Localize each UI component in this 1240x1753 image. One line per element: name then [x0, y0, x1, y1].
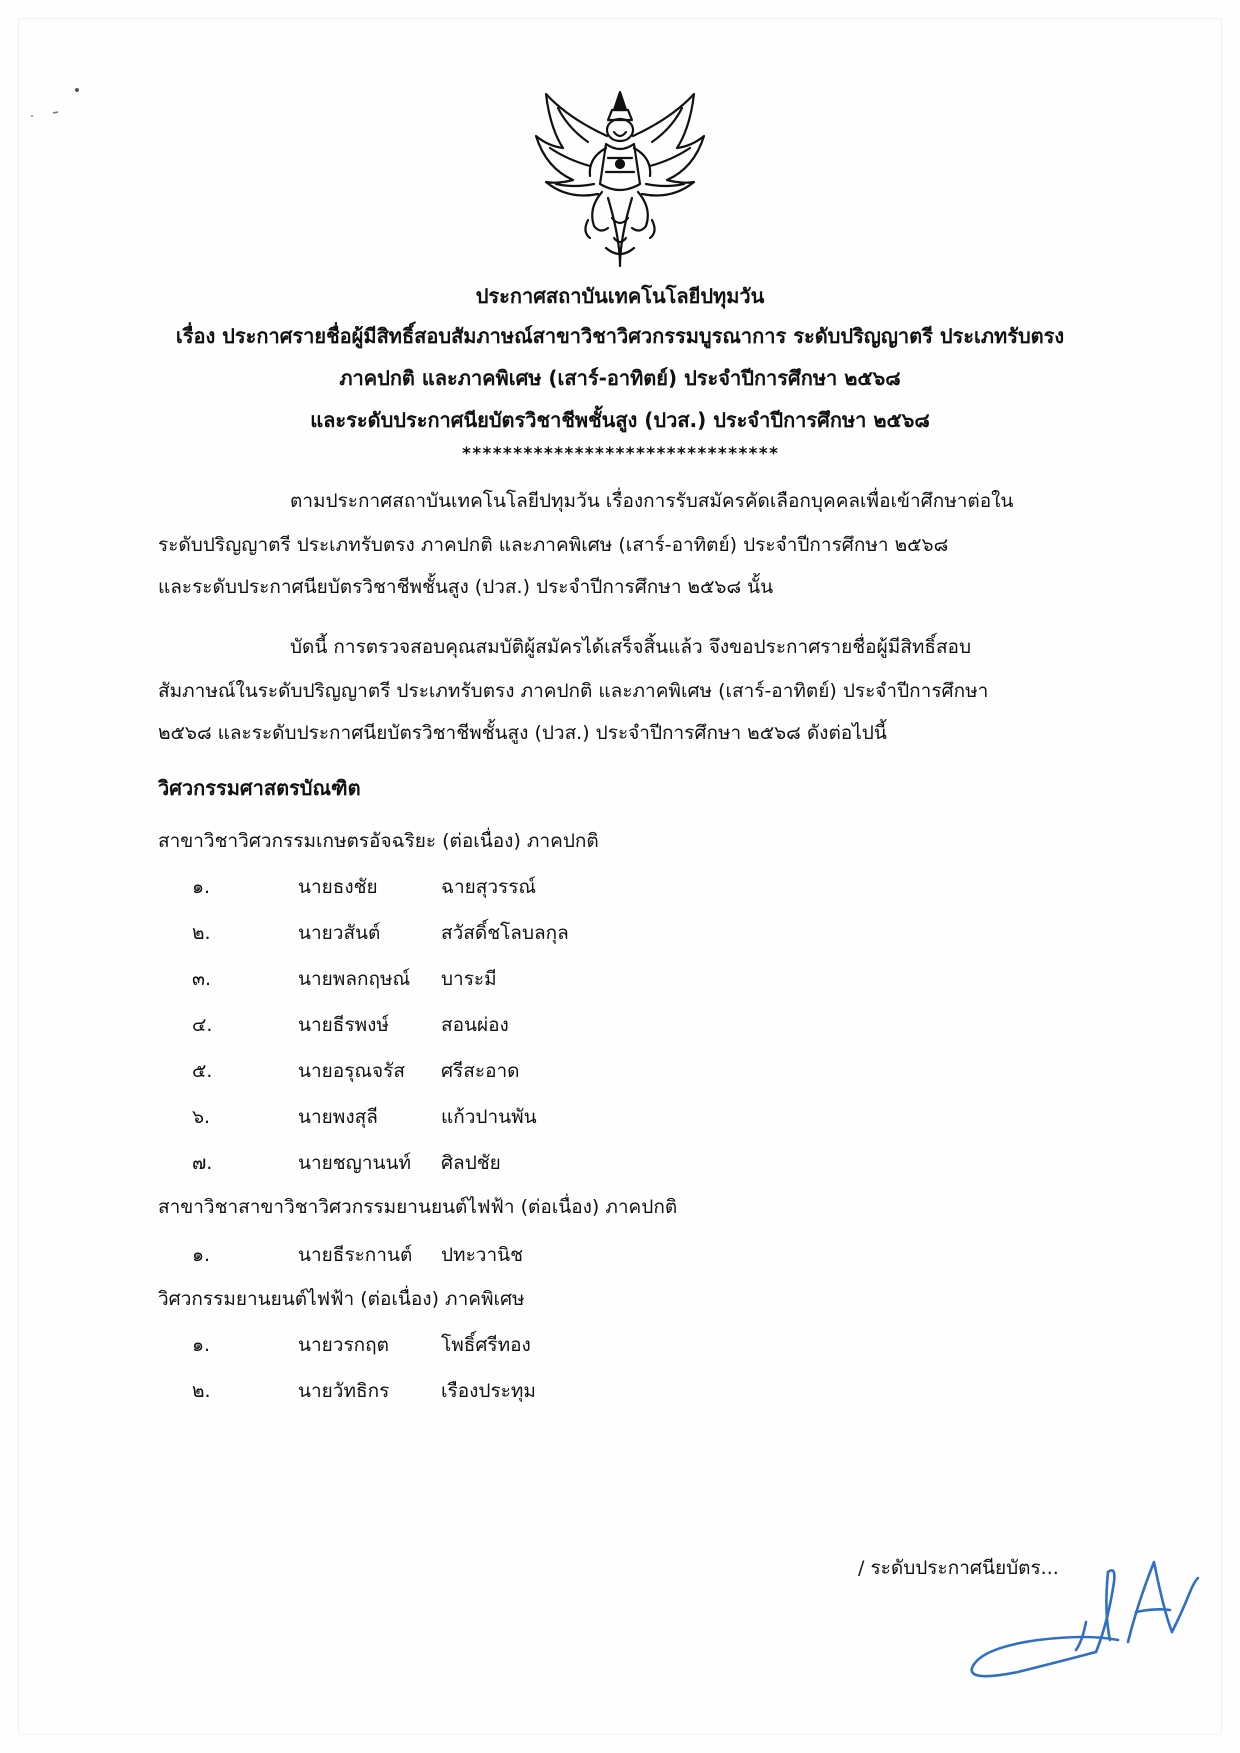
paragraph-1-line: และระดับประกาศนียบัตรวิชาชีพชั้นสูง (ปวส.) ประจำปีการศึกษา ๒๕๖๘ นั้น [158, 576, 774, 598]
list-item [0, 918, 1240, 948]
first-name: นายอรุณจรัส [298, 1060, 405, 1082]
list-item [0, 1240, 1240, 1270]
degree-heading: วิศวกรรมศาสตรบัณฑิต [158, 776, 361, 800]
continued-note: / ระดับประกาศนียบัตร... [858, 1557, 1059, 1579]
last-name: สอนผ่อง [441, 1014, 509, 1036]
list-item [0, 1056, 1240, 1086]
item-number: ๒. [192, 1380, 211, 1402]
first-name: นายชญานนท์ [298, 1152, 412, 1174]
first-name: นายพลกฤษณ์ [298, 968, 411, 990]
item-number: ๓. [192, 968, 212, 990]
last-name: แก้วปานพัน [441, 1106, 537, 1128]
subject-line-1: เรื่อง ประกาศรายชื่อผู้มีสิทธิ์สอบสัมภาษณ์สาขาวิชาวิศวกรรมบูรณาการ ระดับปริญญาตรี ประเภทรับตรง [175, 324, 1065, 348]
first-name: นายธีรพงษ์ [298, 1014, 389, 1036]
last-name: โพธิ์ศรีทอง [441, 1334, 531, 1356]
list-item [0, 1148, 1240, 1178]
item-number: ๕. [192, 1060, 213, 1082]
paragraph-2-line: บัดนี้ การตรวจสอบคุณสมบัติผู้สมัครได้เสร็จสิ้นแล้ว จึงขอประกาศรายชื่อผู้มีสิทธิ์สอบ [290, 636, 972, 658]
first-name: นายวรกฤต [298, 1334, 390, 1356]
paragraph-2-line: สัมภาษณ์ในระดับปริญญาตรี ประเภทรับตรง ภาคปกติ และภาคพิเศษ (เสาร์-อาทิตย์) ประจำปีการศึกษา [158, 680, 989, 702]
subject-line-3: และระดับประกาศนียบัตรวิชาชีพชั้นสูง (ปวส.) ประจำปีการศึกษา ๒๕๖๘ [310, 408, 930, 432]
item-number: ๒. [192, 922, 211, 944]
garuda-emblem-icon [528, 88, 713, 273]
major-heading: สาขาวิชาวิศวกรรมเกษตรอัจฉริยะ (ต่อเนื่อง) ภาคปกติ [158, 830, 599, 852]
item-number: ๑. [192, 876, 211, 898]
paragraph-2-line: ๒๕๖๘ และระดับประกาศนียบัตรวิชาชีพชั้นสูง (ปวส.) ประจำปีการศึกษา ๒๕๖๘ ดังต่อไปนี้ [158, 722, 887, 744]
last-name: เรืองประทุม [441, 1380, 536, 1402]
list-item [0, 872, 1240, 902]
first-name: นายธงชัย [298, 876, 378, 898]
scan-specks [20, 80, 100, 130]
item-number: ๑. [192, 1334, 211, 1356]
last-name: สวัสดิ์ชโลบลกุล [441, 922, 569, 944]
item-number: ๗. [192, 1152, 213, 1174]
last-name: ศรีสะอาด [441, 1060, 520, 1082]
last-name: บาระมี [441, 968, 497, 990]
last-name: ฉายสุวรรณ์ [441, 876, 537, 898]
list-item [0, 964, 1240, 994]
paragraph-1-line: ระดับปริญญาตรี ประเภทรับตรง ภาคปกติ และภาคพิเศษ (เสาร์-อาทิตย์) ประจำปีการศึกษา ๒๕๖๘ [158, 534, 949, 556]
first-name: นายพงสุลี [298, 1106, 378, 1128]
item-number: ๔. [192, 1014, 213, 1036]
issuer-title: ประกาศสถาบันเทคโนโลยีปทุมวัน [475, 284, 765, 308]
separator-stars: ******************************* [461, 444, 779, 464]
list-item [0, 1330, 1240, 1360]
signature-icon [958, 1522, 1208, 1692]
item-number: ๖. [192, 1106, 211, 1128]
first-name: นายธีระกานต์ [298, 1244, 413, 1266]
major-heading: สาขาวิชาสาขาวิชาวิศวกรรมยานยนต์ไฟฟ้า (ต่อเนื่อง) ภาคปกติ [158, 1196, 678, 1218]
paragraph-1-line: ตามประกาศสถาบันเทคโนโลยีปทุมวัน เรื่องการรับสมัครคัดเลือกบุคคลเพื่อเข้าศึกษาต่อใน [290, 490, 1014, 512]
item-number: ๑. [192, 1244, 211, 1266]
list-item [0, 1376, 1240, 1406]
subject-line-2: ภาคปกติ และภาคพิเศษ (เสาร์-อาทิตย์) ประจำปีการศึกษา ๒๕๖๘ [339, 366, 901, 390]
last-name: ปทะวานิช [441, 1244, 524, 1266]
first-name: นายวัทธิกร [298, 1380, 390, 1402]
list-item [0, 1010, 1240, 1040]
major-heading: วิศวกรรมยานยนต์ไฟฟ้า (ต่อเนื่อง) ภาคพิเศษ [158, 1288, 525, 1310]
list-item [0, 1102, 1240, 1132]
last-name: ศิลปชัย [441, 1152, 501, 1174]
first-name: นายวสันต์ [298, 922, 381, 944]
